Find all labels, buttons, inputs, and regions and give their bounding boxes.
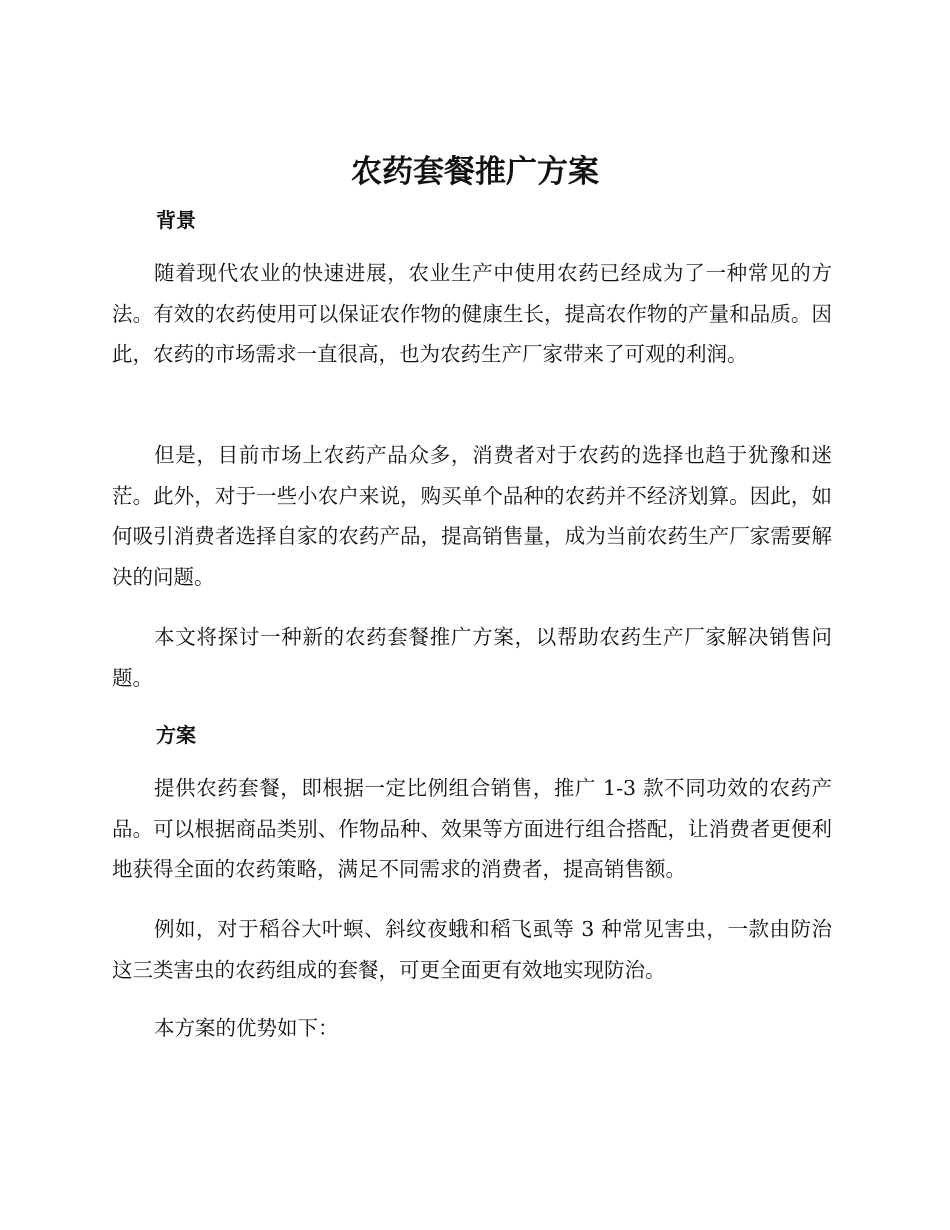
paragraph: 例如，对于稻谷大叶螟、斜纹夜蛾和稻飞虱等 3 种常见害虫，一款由防治这三类害虫的农药组成的套餐，可更全面更有效地实现防治。 (112, 917, 832, 982)
paragraph: 随着现代农业的快速进展，农业生产中使用农药已经成为了一种常见的方法。有效的农药使用可以保证农作物的健康生长，提高农作物的产量和品质。因此，农药的市场需求一直很高，也为农药生产厂家带来了可观的利润。 (112, 261, 832, 366)
section-heading-background: 背景 (156, 208, 196, 232)
paragraph: 本方案的优势如下： (154, 1016, 339, 1040)
section-heading-plan: 方案 (156, 723, 196, 747)
paragraph: 但是，目前市场上农药产品众多，消费者对于农药的选择也趋于犹豫和迷茫。此外，对于一些小农户来说，购买单个品种的农药并不经济划算。因此，如何吸引消费者选择自家的农药产品，提高销售量，成为当前农药生产厂家需要解决的问题。 (112, 443, 832, 589)
paragraph: 提供农药套餐，即根据一定比例组合销售，推广 1-3 款不同功效的农药产品。可以根据商品类别、作物品种、效果等方面进行组合搭配，让消费者更便利地获得全面的农药策略，满足不同需求的消费者，提高销售额。 (112, 776, 832, 881)
paragraph: 本文将探讨一种新的农药套餐推广方案，以帮助农药生产厂家解决销售问题。 (112, 625, 832, 690)
document-title: 农药套餐推广方案 (351, 154, 599, 190)
